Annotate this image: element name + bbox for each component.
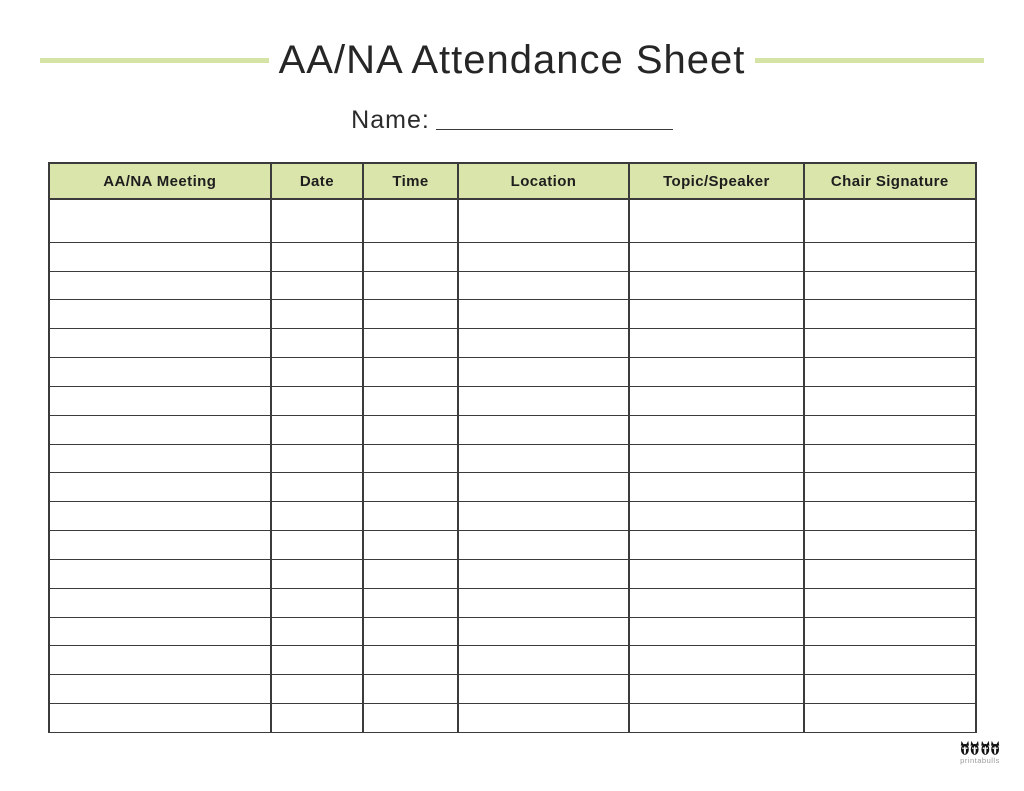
empty-cell xyxy=(458,386,629,415)
empty-cell xyxy=(49,415,271,444)
empty-cell xyxy=(363,199,458,242)
empty-cell xyxy=(49,358,271,387)
empty-cell xyxy=(458,531,629,560)
empty-cell xyxy=(363,329,458,358)
empty-cell xyxy=(271,444,364,473)
empty-cell xyxy=(804,646,976,675)
table-row xyxy=(49,473,976,502)
attendance-table-body xyxy=(49,199,976,733)
empty-cell xyxy=(458,704,629,733)
empty-cell xyxy=(804,386,976,415)
column-header-chair-signature: Chair Signature xyxy=(804,163,976,199)
table-row xyxy=(49,559,976,588)
empty-cell xyxy=(804,271,976,300)
empty-cell xyxy=(458,675,629,704)
empty-cell xyxy=(271,473,364,502)
empty-cell xyxy=(458,559,629,588)
empty-cell xyxy=(363,531,458,560)
empty-cell xyxy=(363,415,458,444)
empty-cell xyxy=(49,271,271,300)
empty-cell xyxy=(804,502,976,531)
empty-cell xyxy=(363,300,458,329)
table-row xyxy=(49,444,976,473)
empty-cell xyxy=(49,588,271,617)
empty-cell xyxy=(363,704,458,733)
empty-cell xyxy=(271,559,364,588)
name-row xyxy=(0,106,1024,135)
table-row xyxy=(49,588,976,617)
name-fill-line xyxy=(436,129,673,130)
empty-cell xyxy=(804,473,976,502)
empty-cell xyxy=(629,617,803,646)
empty-cell xyxy=(49,559,271,588)
empty-cell xyxy=(363,646,458,675)
column-header-time: Time xyxy=(363,163,458,199)
table-row xyxy=(49,329,976,358)
empty-cell xyxy=(804,358,976,387)
empty-cell xyxy=(629,531,803,560)
empty-cell xyxy=(804,242,976,271)
empty-cell xyxy=(629,588,803,617)
column-header-topic-speaker: Topic/Speaker xyxy=(629,163,803,199)
empty-cell xyxy=(49,531,271,560)
empty-cell xyxy=(363,473,458,502)
empty-cell xyxy=(458,199,629,242)
empty-cell xyxy=(363,588,458,617)
empty-cell xyxy=(804,444,976,473)
empty-cell xyxy=(49,502,271,531)
empty-cell xyxy=(458,329,629,358)
empty-cell xyxy=(458,358,629,387)
empty-cell xyxy=(271,531,364,560)
empty-cell xyxy=(271,329,364,358)
empty-cell xyxy=(271,588,364,617)
empty-cell xyxy=(49,386,271,415)
empty-cell xyxy=(629,358,803,387)
empty-cell xyxy=(804,704,976,733)
empty-cell xyxy=(629,704,803,733)
empty-cell xyxy=(804,588,976,617)
empty-cell xyxy=(49,300,271,329)
table-row xyxy=(49,199,976,242)
empty-cell xyxy=(458,444,629,473)
empty-cell xyxy=(629,329,803,358)
empty-cell xyxy=(458,242,629,271)
empty-cell xyxy=(804,329,976,358)
attendance-table xyxy=(48,162,977,733)
empty-cell xyxy=(629,473,803,502)
empty-cell xyxy=(629,559,803,588)
table-row xyxy=(49,300,976,329)
empty-cell xyxy=(458,300,629,329)
attendance-table-header xyxy=(49,163,976,199)
empty-cell xyxy=(458,271,629,300)
empty-cell xyxy=(271,675,364,704)
table-row xyxy=(49,271,976,300)
table-row xyxy=(49,646,976,675)
empty-cell xyxy=(804,675,976,704)
empty-cell xyxy=(363,271,458,300)
empty-cell xyxy=(804,617,976,646)
column-header-location: Location xyxy=(458,163,629,199)
empty-cell xyxy=(363,358,458,387)
empty-cell xyxy=(804,300,976,329)
empty-cell xyxy=(629,242,803,271)
name-label: Name: xyxy=(351,106,430,134)
empty-cell xyxy=(629,502,803,531)
title-divider-right xyxy=(755,58,984,63)
empty-cell xyxy=(458,646,629,675)
empty-cell xyxy=(271,271,364,300)
bulldogs-icon xyxy=(960,740,1000,756)
title-row xyxy=(0,40,1024,80)
empty-cell xyxy=(271,617,364,646)
empty-cell xyxy=(629,444,803,473)
empty-cell xyxy=(271,358,364,387)
empty-cell xyxy=(629,675,803,704)
table-row xyxy=(49,242,976,271)
header-row xyxy=(49,163,976,199)
empty-cell xyxy=(458,415,629,444)
table-row xyxy=(49,704,976,733)
empty-cell xyxy=(49,675,271,704)
empty-cell xyxy=(804,559,976,588)
empty-cell xyxy=(629,271,803,300)
empty-cell xyxy=(271,502,364,531)
empty-cell xyxy=(629,300,803,329)
table-row xyxy=(49,502,976,531)
title-divider-left xyxy=(40,58,269,63)
empty-cell xyxy=(363,242,458,271)
empty-cell xyxy=(271,646,364,675)
table-row xyxy=(49,386,976,415)
table-row xyxy=(49,358,976,387)
empty-cell xyxy=(49,704,271,733)
empty-cell xyxy=(629,199,803,242)
empty-cell xyxy=(363,502,458,531)
empty-cell xyxy=(271,386,364,415)
empty-cell xyxy=(363,559,458,588)
empty-cell xyxy=(49,444,271,473)
empty-cell xyxy=(271,199,364,242)
empty-cell xyxy=(629,415,803,444)
empty-cell xyxy=(804,415,976,444)
empty-cell xyxy=(363,617,458,646)
empty-cell xyxy=(49,242,271,271)
empty-cell xyxy=(458,617,629,646)
column-header-meeting: AA/NA Meeting xyxy=(49,163,271,199)
empty-cell xyxy=(804,199,976,242)
column-header-date: Date xyxy=(271,163,364,199)
empty-cell xyxy=(804,531,976,560)
empty-cell xyxy=(271,300,364,329)
empty-cell xyxy=(363,386,458,415)
table-row xyxy=(49,675,976,704)
logo-text: printabulls xyxy=(960,756,1000,765)
empty-cell xyxy=(629,386,803,415)
empty-cell xyxy=(49,329,271,358)
empty-cell xyxy=(49,473,271,502)
empty-cell xyxy=(629,646,803,675)
empty-cell xyxy=(363,675,458,704)
empty-cell xyxy=(363,444,458,473)
empty-cell xyxy=(271,242,364,271)
table-row xyxy=(49,415,976,444)
logo xyxy=(952,740,1008,765)
empty-cell xyxy=(458,502,629,531)
empty-cell xyxy=(458,473,629,502)
empty-cell xyxy=(271,415,364,444)
table-row xyxy=(49,617,976,646)
empty-cell xyxy=(458,588,629,617)
page-title: AA/NA Attendance Sheet xyxy=(278,38,746,82)
empty-cell xyxy=(49,199,271,242)
table-row xyxy=(49,531,976,560)
empty-cell xyxy=(271,704,364,733)
empty-cell xyxy=(49,617,271,646)
empty-cell xyxy=(49,646,271,675)
